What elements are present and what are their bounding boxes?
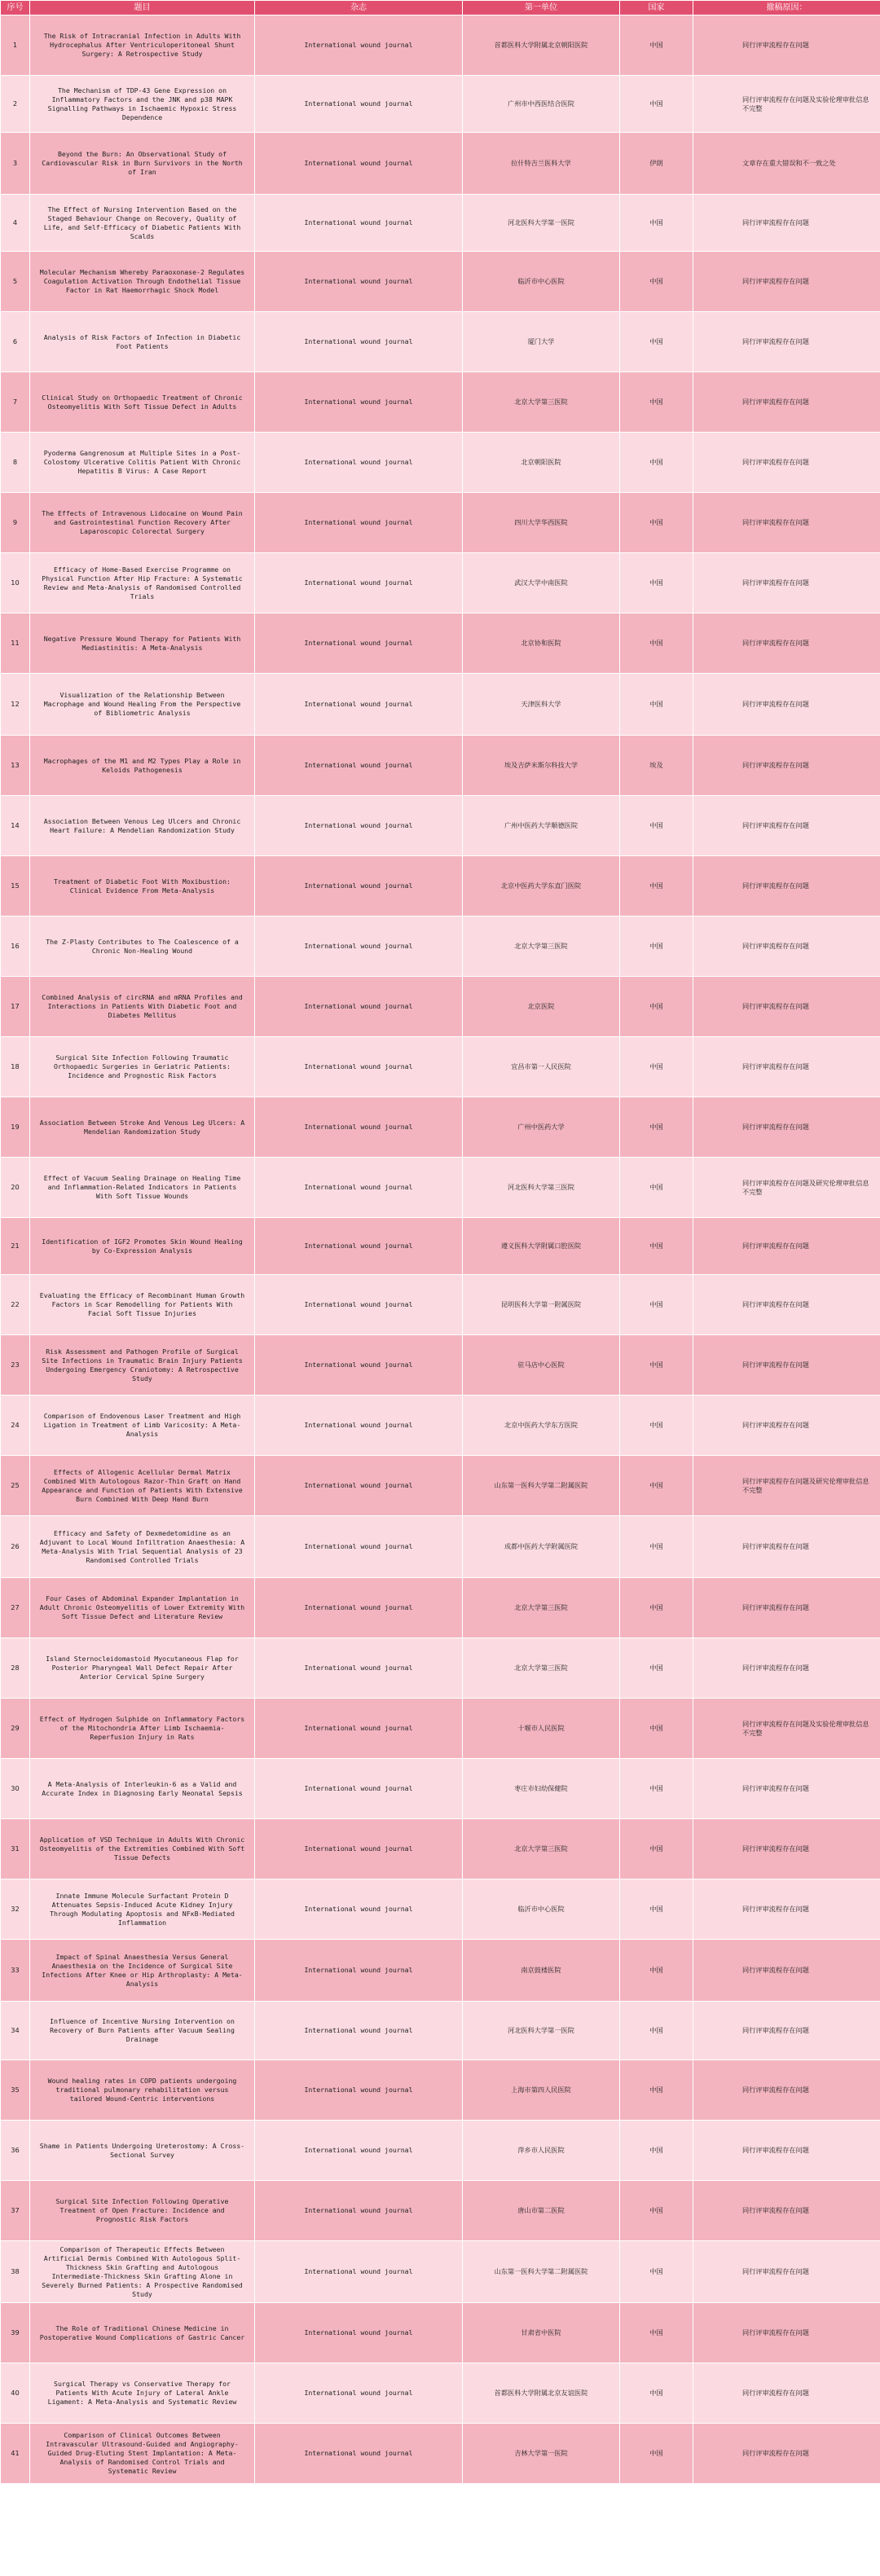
header-institution: 第一单位 [463,1,620,15]
cell-reason: 同行评审流程存在问题及实验伦理审批信息不完整 [693,1699,880,1759]
cell-country: 中国 [620,1335,693,1396]
cell-num: 1 [1,15,30,76]
table-row [1,1879,880,1940]
cell-reason: 同行评审流程存在问题 [693,2303,880,2363]
cell-country: 中国 [620,1097,693,1158]
cell-reason: 同行评审流程存在问题 [693,553,880,613]
cell-title: Surgical Therapy vs Conservative Therapy for Patients With Acute Injury of Lateral Ankle Ligament: A Meta-Analysis and Systematic Review [30,2363,255,2424]
cell-num: 7 [1,372,30,433]
cell-journal: International wound journal [255,15,463,76]
cell-reason: 同行评审流程存在问题 [693,433,880,493]
cell-institution: 厦门大学 [463,312,620,372]
cell-reason: 同行评审流程存在问题 [693,15,880,76]
cell-institution: 北京中医药大学东直门医院 [463,856,620,917]
cell-num: 21 [1,1218,30,1275]
table-row [1,1037,880,1097]
table-row [1,1578,880,1638]
cell-title: Comparison of Clinical Outcomes Between Intravascular Ultrasound-Guided and Angiography-Guided Drug-Eluting Stent Implantation: A Meta-Analysis of Randomised Control Trials and Systematic Review [30,2424,255,2484]
header-title: 题目 [30,1,255,15]
cell-country: 中国 [620,1578,693,1638]
cell-country: 中国 [620,1218,693,1275]
cell-num: 28 [1,1638,30,1699]
cell-institution: 北京朝阳医院 [463,433,620,493]
cell-title: The Effects of Intravenous Lidocaine on Wound Pain and Gastrointestinal Function Recovery After Laparoscopic Colorectal Surgery [30,493,255,553]
cell-num: 5 [1,252,30,312]
cell-reason: 同行评审流程存在问题 [693,252,880,312]
cell-journal: International wound journal [255,796,463,856]
cell-title: Efficacy of Home-Based Exercise Programme on Physical Function After Hip Fracture: A Systematic Review and Meta-Analysis of Randomised Controlled Trials [30,553,255,613]
cell-country: 中国 [620,553,693,613]
cell-country: 中国 [620,15,693,76]
cell-journal: International wound journal [255,1516,463,1578]
cell-title: The Risk of Intracranial Infection in Adults With Hydrocephalus After Ventriculoperitoneal Shunt Surgery: A Retrospective Study [30,15,255,76]
cell-institution: 枣庄市妇幼保健院 [463,1759,620,1819]
cell-num: 23 [1,1335,30,1396]
cell-title: The Z-Plasty Contributes to The Coalescence of a Chronic Non-Healing Wound [30,917,255,977]
cell-num: 31 [1,1819,30,1879]
table-row [1,2424,880,2484]
cell-institution: 北京大学第三医院 [463,917,620,977]
cell-title: Effect of Hydrogen Sulphide on Inflammatory Factors of the Mitochondria After Limb Ischaemia-Reperfusion Injury in Rats [30,1699,255,1759]
cell-title: Association Between Venous Leg Ulcers and Chronic Heart Failure: A Mendelian Randomization Study [30,796,255,856]
cell-num: 41 [1,2424,30,2484]
cell-title: Identification of IGF2 Promotes Skin Wound Healing by Co-Expression Analysis [30,1218,255,1275]
cell-num: 20 [1,1158,30,1218]
cell-num: 32 [1,1879,30,1940]
cell-title: Risk Assessment and Pathogen Profile of Surgical Site Infections in Traumatic Brain Injury Patients Undergoing Emergency Craniotomy: A Retrospective Study [30,1335,255,1396]
cell-num: 37 [1,2181,30,2241]
cell-journal: International wound journal [255,674,463,736]
cell-reason: 同行评审流程存在问题 [693,1578,880,1638]
cell-reason: 同行评审流程存在问题 [693,977,880,1037]
cell-journal: International wound journal [255,372,463,433]
table-row [1,917,880,977]
cell-journal: International wound journal [255,1879,463,1940]
cell-institution: 广州市中西医结合医院 [463,76,620,133]
cell-num: 19 [1,1097,30,1158]
cell-title: Macrophages of the M1 and M2 Types Play a Role in Keloids Pathogenesis [30,736,255,796]
cell-reason: 同行评审流程存在问题 [693,2424,880,2484]
cell-institution: 吉林大学第一医院 [463,2424,620,2484]
cell-country: 埃及 [620,736,693,796]
cell-journal: International wound journal [255,493,463,553]
cell-country: 中国 [620,195,693,252]
cell-title: Association Between Stroke And Venous Leg Ulcers: A Mendelian Randomization Study [30,1097,255,1158]
cell-num: 27 [1,1578,30,1638]
cell-reason: 同行评审流程存在问题 [693,2363,880,2424]
cell-institution: 上海市第四人民医院 [463,2060,620,2121]
cell-country: 中国 [620,1275,693,1335]
cell-num: 16 [1,917,30,977]
cell-reason: 同行评审流程存在问题 [693,372,880,433]
cell-country: 中国 [620,2181,693,2241]
header-journal: 杂志 [255,1,463,15]
cell-reason: 同行评审流程存在问题 [693,1275,880,1335]
cell-title: Application of VSD Technique in Adults With Chronic Osteomyelitis of the Extremities Combined With Soft Tissue Defects [30,1819,255,1879]
cell-journal: International wound journal [255,252,463,312]
cell-journal: International wound journal [255,195,463,252]
cell-num: 14 [1,796,30,856]
header-reason: 撤稿原因： [693,1,880,15]
cell-num: 4 [1,195,30,252]
table-row [1,674,880,736]
cell-journal: International wound journal [255,133,463,195]
cell-country: 中国 [620,2121,693,2181]
table-row [1,133,880,195]
cell-title: Evaluating the Efficacy of Recombinant Human Growth Factors in Scar Remodelling for Patients With Facial Soft Tissue Injuries [30,1275,255,1335]
cell-reason: 同行评审流程存在问题 [693,1335,880,1396]
table-row [1,76,880,133]
cell-institution: 唐山市第二医院 [463,2181,620,2241]
cell-country: 中国 [620,2303,693,2363]
cell-country: 中国 [620,1516,693,1578]
table-row [1,15,880,76]
table-row [1,1335,880,1396]
cell-reason: 同行评审流程存在问题 [693,1759,880,1819]
cell-title: Molecular Mechanism Whereby Paraoxonase-2 Regulates Coagulation Activation Through Endothelial Tissue Factor in Rat Haemorrhagic Shock Model [30,252,255,312]
cell-journal: International wound journal [255,1940,463,2002]
cell-journal: International wound journal [255,1097,463,1158]
cell-institution: 十堰市人民医院 [463,1699,620,1759]
cell-reason: 同行评审流程存在问题 [693,674,880,736]
cell-institution: 南京鼓楼医院 [463,1940,620,2002]
table-row [1,433,880,493]
cell-num: 15 [1,856,30,917]
cell-institution: 河北医科大学第一医院 [463,2002,620,2060]
cell-num: 10 [1,553,30,613]
cell-journal: International wound journal [255,613,463,674]
cell-journal: International wound journal [255,1578,463,1638]
cell-reason: 同行评审流程存在问题 [693,736,880,796]
table-row [1,2121,880,2181]
cell-title: Comparison of Endovenous Laser Treatment and High Ligation in Treatment of Limb Varicosity: A Meta-Analysis [30,1396,255,1456]
table-row [1,2363,880,2424]
table-row [1,1275,880,1335]
cell-title: Efficacy and Safety of Dexmedetomidine as an Adjuvant to Local Wound Infiltration Anaesthesia: A Meta-Analysis With Trial Sequential Analysis of 23 Randomised Controlled Trials [30,1516,255,1578]
cell-institution: 临沂市中心医院 [463,252,620,312]
cell-num: 29 [1,1699,30,1759]
cell-reason: 同行评审流程存在问题及研究伦理审批信息不完整 [693,1158,880,1218]
cell-title: Influence of Incentive Nursing Intervention on Recovery of Burn Patients after Vacuum Sealing Drainage [30,2002,255,2060]
cell-country: 中国 [620,856,693,917]
cell-country: 中国 [620,2060,693,2121]
table-row [1,372,880,433]
cell-title: Analysis of Risk Factors of Infection in Diabetic Foot Patients [30,312,255,372]
cell-institution: 遵义医科大学附属口腔医院 [463,1218,620,1275]
table-row [1,1456,880,1516]
table-row [1,312,880,372]
cell-title: Effects of Allogenic Acellular Dermal Matrix Combined With Autologous Razor-Thin Graft on Hand Appearance and Function of Patients With Extensive Burn Combined With Deep Hand Burn [30,1456,255,1516]
cell-reason: 同行评审流程存在问题 [693,1940,880,2002]
table-row [1,493,880,553]
cell-title: Combined Analysis of circRNA and mRNA Profiles and Interactions in Patients With Diabetic Foot and Diabetes Mellitus [30,977,255,1037]
cell-institution: 拉什特吉兰医科大学 [463,133,620,195]
cell-institution: 首都医科大学附属北京朝阳医院 [463,15,620,76]
cell-reason: 文章存在重大错误和不一致之处 [693,133,880,195]
cell-num: 3 [1,133,30,195]
cell-num: 33 [1,1940,30,2002]
table-row [1,1940,880,2002]
cell-institution: 北京大学第三医院 [463,372,620,433]
cell-num: 17 [1,977,30,1037]
table-row [1,1218,880,1275]
cell-institution: 甘肃省中医院 [463,2303,620,2363]
cell-title: The Role of Traditional Chinese Medicine in Postoperative Wound Complications of Gastric Cancer [30,2303,255,2363]
cell-journal: International wound journal [255,76,463,133]
cell-title: Wound healing rates in COPD patients undergoing traditional pulmonary rehabilitation versus tailored Wound-Centric interventions [30,2060,255,2121]
cell-num: 11 [1,613,30,674]
cell-country: 中国 [620,977,693,1037]
cell-reason: 同行评审流程存在问题 [693,1396,880,1456]
cell-institution: 北京大学第三医院 [463,1578,620,1638]
cell-title: Visualization of the Relationship Between Macrophage and Wound Healing From the Perspective of Bibliometric Analysis [30,674,255,736]
cell-title: Innate Immune Molecule Surfactant Protein D Attenuates Sepsis-Induced Acute Kidney Injury Through Modulating Apoptosis and NFκB-Mediated Inflammation [30,1879,255,1940]
cell-journal: International wound journal [255,2363,463,2424]
cell-journal: International wound journal [255,1158,463,1218]
cell-country: 中国 [620,1699,693,1759]
cell-country: 中国 [620,796,693,856]
header-num: 序号 [1,1,30,15]
cell-title: Surgical Site Infection Following Operative Treatment of Open Fracture: Incidence and Prognostic Risk Factors [30,2181,255,2241]
cell-institution: 首都医科大学附属北京友谊医院 [463,2363,620,2424]
cell-country: 中国 [620,2363,693,2424]
table-row [1,2060,880,2121]
cell-institution: 北京医院 [463,977,620,1037]
cell-country: 中国 [620,2241,693,2303]
cell-country: 中国 [620,1158,693,1218]
table-row [1,1759,880,1819]
cell-journal: International wound journal [255,312,463,372]
table-row [1,1516,880,1578]
cell-institution: 武汉大学中南医院 [463,553,620,613]
header-country: 国家 [620,1,693,15]
cell-journal: International wound journal [255,1456,463,1516]
cell-country: 中国 [620,2002,693,2060]
cell-num: 12 [1,674,30,736]
cell-country: 中国 [620,1759,693,1819]
cell-title: Shame in Patients Undergoing Ureterostomy: A Cross-Sectional Survey [30,2121,255,2181]
cell-title: Pyoderma Gangrenosum at Multiple Sites in a Post-Colostomy Ulcerative Colitis Patient With Chronic Hepatitis B Virus: A Case Report [30,433,255,493]
cell-institution: 驻马店中心医院 [463,1335,620,1396]
cell-journal: International wound journal [255,736,463,796]
cell-journal: International wound journal [255,2424,463,2484]
table-row [1,796,880,856]
cell-institution: 成都中医药大学附属医院 [463,1516,620,1578]
cell-title: Clinical Study on Orthopaedic Treatment of Chronic Osteomyelitis With Soft Tissue Defect in Adults [30,372,255,433]
cell-reason: 同行评审流程存在问题 [693,1819,880,1879]
cell-reason: 同行评审流程存在问题 [693,1516,880,1578]
cell-title: The Effect of Nursing Intervention Based on the Staged Behaviour Change on Recovery, Quality of Life, and Self-Efficacy of Diabetic Patients With Scalds [30,195,255,252]
table-row [1,252,880,312]
cell-reason: 同行评审流程存在问题 [693,2060,880,2121]
cell-title: Impact of Spinal Anaesthesia Versus General Anaesthesia on the Incidence of Surgical Site Infections After Knee or Hip Arthroplasty: A Meta-Analysis [30,1940,255,2002]
table-row [1,613,880,674]
cell-num: 26 [1,1516,30,1578]
table-row [1,736,880,796]
table-row [1,1699,880,1759]
cell-country: 中国 [620,1940,693,2002]
header-row [1,1,880,15]
cell-country: 中国 [620,1037,693,1097]
cell-reason: 同行评审流程存在问题 [693,1638,880,1699]
cell-journal: International wound journal [255,977,463,1037]
table-row [1,2303,880,2363]
cell-reason: 同行评审流程存在问题 [693,2002,880,2060]
cell-num: 9 [1,493,30,553]
cell-title: Island Sternocleidomastoid Myocutaneous Flap for Posterior Pharyngeal Wall Defect Repair After Anterior Cervical Spine Surgery [30,1638,255,1699]
cell-journal: International wound journal [255,1638,463,1699]
cell-journal: International wound journal [255,1335,463,1396]
cell-journal: International wound journal [255,433,463,493]
cell-institution: 北京大学第三医院 [463,1638,620,1699]
cell-institution: 天津医科大学 [463,674,620,736]
table-row [1,2181,880,2241]
cell-reason: 同行评审流程存在问题 [693,2181,880,2241]
cell-journal: International wound journal [255,2121,463,2181]
cell-institution: 临沂市中心医院 [463,1879,620,1940]
cell-institution: 萍乡市人民医院 [463,2121,620,2181]
cell-institution: 广州中医药大学 [463,1097,620,1158]
cell-institution: 山东第一医科大学第二附属医院 [463,1456,620,1516]
cell-country: 中国 [620,917,693,977]
cell-title: Beyond the Burn: An Observational Study of Cardiovascular Risk in Burn Survivors in the North of Iran [30,133,255,195]
cell-num: 18 [1,1037,30,1097]
cell-title: Four Cases of Abdominal Expander Implantation in Adult Chronic Osteomyelitis of Lower Extremity With Soft Tissue Defect and Literature Review [30,1578,255,1638]
table-row [1,553,880,613]
cell-reason: 同行评审流程存在问题 [693,493,880,553]
cell-num: 2 [1,76,30,133]
cell-institution: 昆明医科大学第一附属医院 [463,1275,620,1335]
cell-institution: 北京大学第三医院 [463,1819,620,1879]
cell-journal: International wound journal [255,1699,463,1759]
cell-title: Effect of Vacuum Sealing Drainage on Healing Time and Inflammation-Related Indicators in Patients With Soft Tissue Wounds [30,1158,255,1218]
cell-num: 34 [1,2002,30,2060]
cell-journal: International wound journal [255,1396,463,1456]
cell-num: 40 [1,2363,30,2424]
cell-num: 39 [1,2303,30,2363]
cell-title: Treatment of Diabetic Foot With Moxibustion: Clinical Evidence From Meta-Analysis [30,856,255,917]
cell-journal: International wound journal [255,2181,463,2241]
cell-country: 中国 [620,1456,693,1516]
cell-reason: 同行评审流程存在问题 [693,613,880,674]
cell-country: 中国 [620,1879,693,1940]
cell-institution: 山东第一医科大学第二附属医院 [463,2241,620,2303]
cell-reason: 同行评审流程存在问题 [693,856,880,917]
cell-num: 13 [1,736,30,796]
cell-country: 中国 [620,1819,693,1879]
cell-title: Comparison of Therapeutic Effects Between Artificial Dermis Combined With Autologous Split-Thickness Skin Grafting and Autologous Intermediate-Thickness Skin Grafting Alone in Severely Burned Patients: A Prospective Randomised Study [30,2241,255,2303]
cell-institution: 广州中医药大学顺德医院 [463,796,620,856]
cell-num: 35 [1,2060,30,2121]
cell-journal: International wound journal [255,1218,463,1275]
cell-country: 中国 [620,2424,693,2484]
cell-country: 中国 [620,76,693,133]
table-body [1,15,880,2484]
cell-num: 38 [1,2241,30,2303]
cell-institution: 河北医科大学第一医院 [463,195,620,252]
cell-journal: International wound journal [255,2002,463,2060]
cell-country: 中国 [620,1396,693,1456]
cell-journal: International wound journal [255,553,463,613]
table-row [1,1396,880,1456]
cell-num: 22 [1,1275,30,1335]
cell-country: 中国 [620,433,693,493]
cell-country: 中国 [620,493,693,553]
cell-journal: International wound journal [255,917,463,977]
cell-reason: 同行评审流程存在问题 [693,796,880,856]
table-row [1,1638,880,1699]
cell-institution: 北京协和医院 [463,613,620,674]
table-row [1,1158,880,1218]
cell-reason: 同行评审流程存在问题 [693,195,880,252]
table-row [1,856,880,917]
cell-reason: 同行评审流程存在问题 [693,2241,880,2303]
cell-institution: 埃及吉萨米斯尔科技大学 [463,736,620,796]
cell-journal: International wound journal [255,2060,463,2121]
cell-num: 30 [1,1759,30,1819]
cell-institution: 四川大学华西医院 [463,493,620,553]
cell-num: 24 [1,1396,30,1456]
cell-institution: 河北医科大学第三医院 [463,1158,620,1218]
cell-reason: 同行评审流程存在问题及实验伦理审批信息不完整 [693,76,880,133]
cell-country: 中国 [620,372,693,433]
cell-country: 中国 [620,674,693,736]
cell-institution: 北京中医药大学东方医院 [463,1396,620,1456]
cell-country: 中国 [620,312,693,372]
cell-journal: International wound journal [255,1037,463,1097]
cell-reason: 同行评审流程存在问题及研究伦理审批信息不完整 [693,1456,880,1516]
cell-reason: 同行评审流程存在问题 [693,1218,880,1275]
cell-reason: 同行评审流程存在问题 [693,312,880,372]
cell-num: 36 [1,2121,30,2181]
cell-num: 8 [1,433,30,493]
cell-journal: International wound journal [255,856,463,917]
cell-journal: International wound journal [255,2241,463,2303]
cell-journal: International wound journal [255,1275,463,1335]
table-row [1,977,880,1037]
table-row [1,195,880,252]
cell-journal: International wound journal [255,1819,463,1879]
table-row [1,2002,880,2060]
cell-title: The Mechanism of TDP-43 Gene Expression on Inflammatory Factors and the JNK and p38 MAPK Signalling Pathways in Ischaemic Hypoxic Stress Dependence [30,76,255,133]
cell-reason: 同行评审流程存在问题 [693,2121,880,2181]
table-row [1,1819,880,1879]
cell-reason: 同行评审流程存在问题 [693,1879,880,1940]
cell-title: Surgical Site Infection Following Traumatic Orthopaedic Surgeries in Geriatric Patients: Incidence and Prognostic Risk Factors [30,1037,255,1097]
table-row [1,1097,880,1158]
table-row [1,2241,880,2303]
cell-reason: 同行评审流程存在问题 [693,1097,880,1158]
cell-title: Negative Pressure Wound Therapy for Patients With Mediastinitis: A Meta-Analysis [30,613,255,674]
cell-reason: 同行评审流程存在问题 [693,1037,880,1097]
cell-title: A Meta-Analysis of Interleukin-6 as a Valid and Accurate Index in Diagnosing Early Neonatal Sepsis [30,1759,255,1819]
cell-journal: International wound journal [255,2303,463,2363]
cell-num: 25 [1,1456,30,1516]
cell-country: 中国 [620,613,693,674]
cell-institution: 宜昌市第一人民医院 [463,1037,620,1097]
cell-country: 伊朗 [620,133,693,195]
cell-country: 中国 [620,1638,693,1699]
cell-num: 6 [1,312,30,372]
cell-journal: International wound journal [255,1759,463,1819]
cell-country: 中国 [620,252,693,312]
cell-reason: 同行评审流程存在问题 [693,917,880,977]
